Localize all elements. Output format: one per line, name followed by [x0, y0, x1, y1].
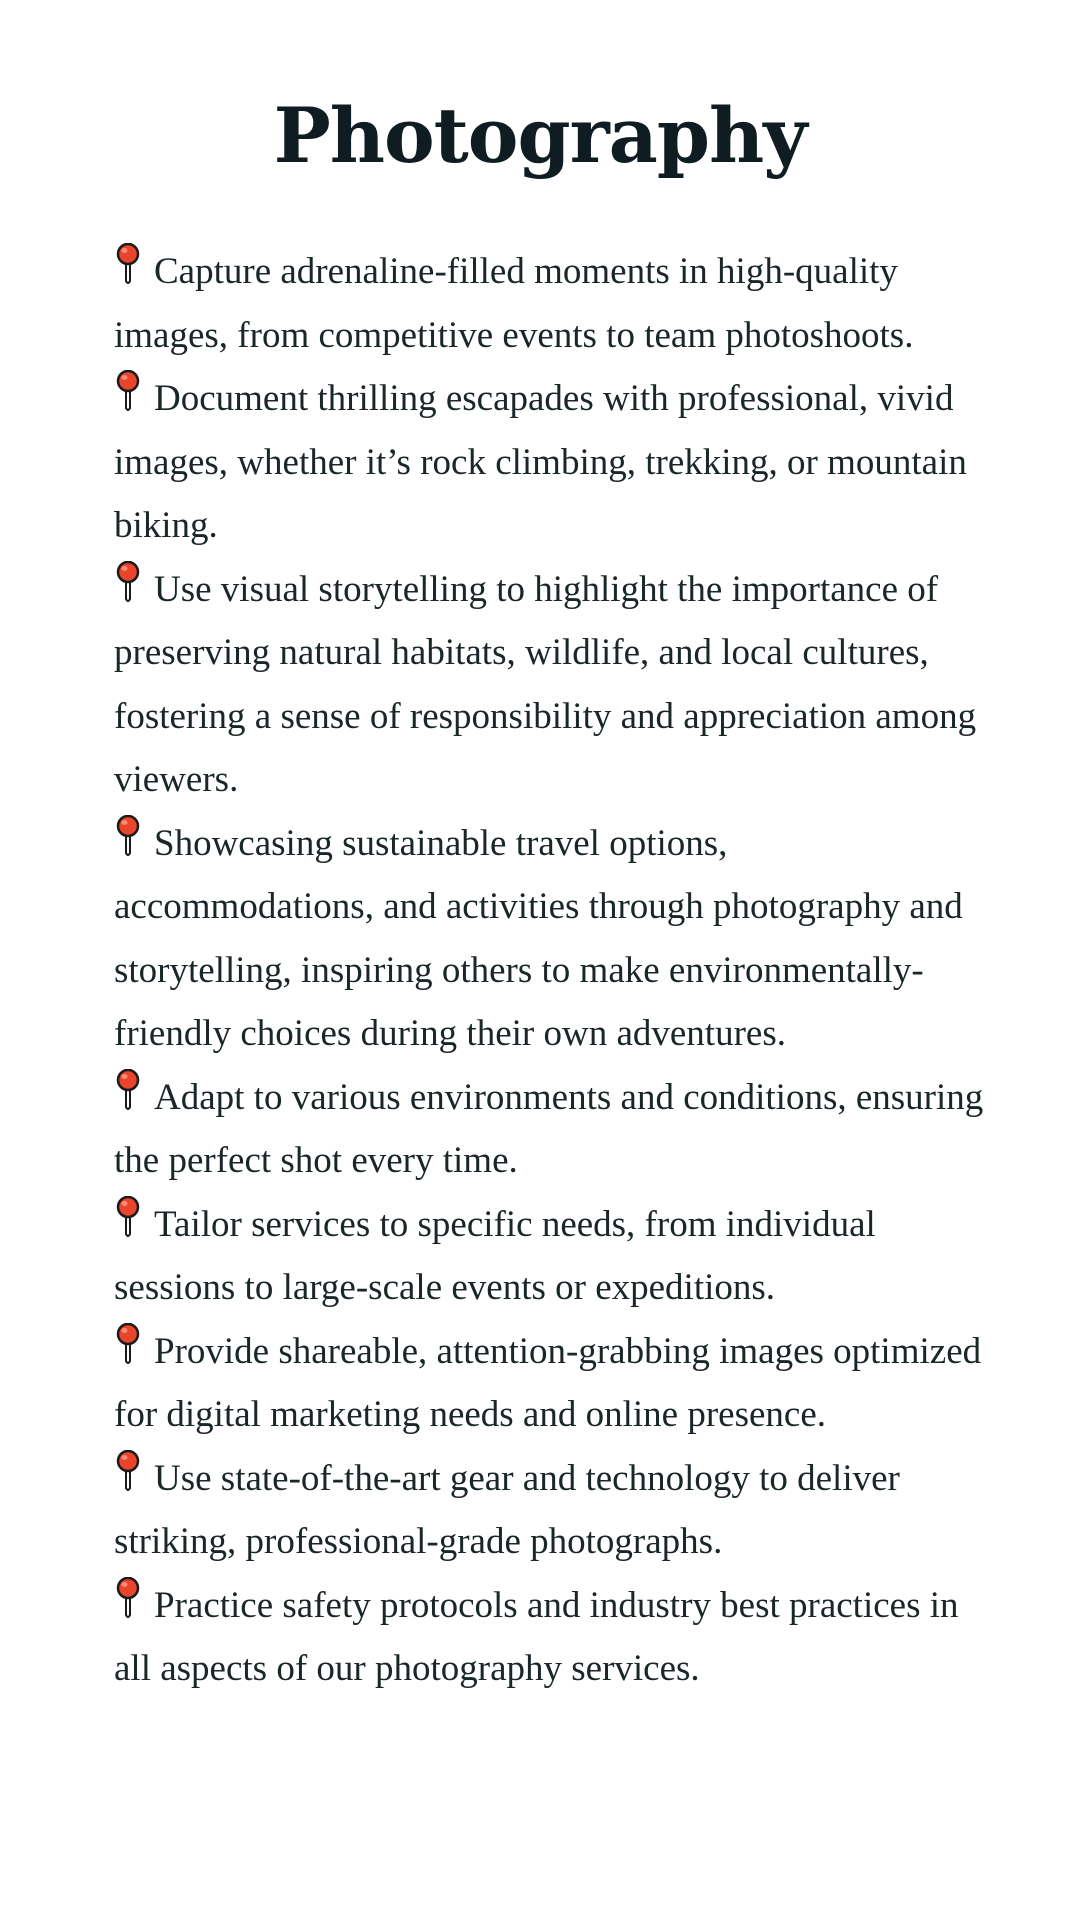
list-item — [114, 1574, 984, 1701]
list-item-text: Use state-of-the-art gear and technology to deliver striking, professional-grade photographs. — [114, 1457, 900, 1562]
round-pushpin-icon — [114, 1577, 142, 1621]
list-item — [114, 1066, 984, 1193]
list-item — [114, 812, 984, 1066]
list-item-text: Adapt to various environments and conditions, ensuring the perfect shot every time. — [114, 1076, 984, 1181]
list-item — [114, 1320, 984, 1447]
list-item — [114, 367, 984, 558]
list-item-text: Practice safety protocols and industry best practices in all aspects of our photography services. — [114, 1584, 959, 1689]
round-pushpin-icon — [114, 370, 142, 414]
round-pushpin-icon — [114, 1323, 142, 1367]
list-item-text: Use visual storytelling to highlight the importance of preserving natural habitats, wildlife, and local cultures, fostering a sense of responsibility and appreciation among viewers. — [114, 568, 977, 800]
list-item — [114, 240, 984, 367]
round-pushpin-icon — [114, 243, 142, 287]
list-item-text: Document thrilling escapades with professional, vivid images, whether it’s rock climbing, trekking, or mountain biking. — [114, 378, 967, 546]
services-list — [114, 240, 984, 1701]
list-item-text: Tailor services to specific needs, from individual sessions to large-scale events or expeditions. — [114, 1203, 876, 1308]
list-item — [114, 1447, 984, 1574]
list-item-text: Showcasing sustainable travel options, accommodations, and activities through photography and storytelling, inspiring others to make environmentally-friendly choices during their own adventures. — [114, 822, 963, 1054]
round-pushpin-icon — [114, 1069, 142, 1113]
list-item — [114, 1193, 984, 1320]
round-pushpin-icon — [114, 1196, 142, 1240]
round-pushpin-icon — [114, 815, 142, 859]
page-title: Photography — [273, 91, 807, 180]
list-item-text: Provide shareable, attention-grabbing images optimized for digital marketing needs and online presence. — [114, 1330, 982, 1435]
round-pushpin-icon — [114, 561, 142, 605]
list-item-text: Capture adrenaline-filled moments in high-quality images, from competitive events to team photoshoots. — [114, 251, 914, 356]
round-pushpin-icon — [114, 1450, 142, 1494]
list-item — [114, 558, 984, 812]
